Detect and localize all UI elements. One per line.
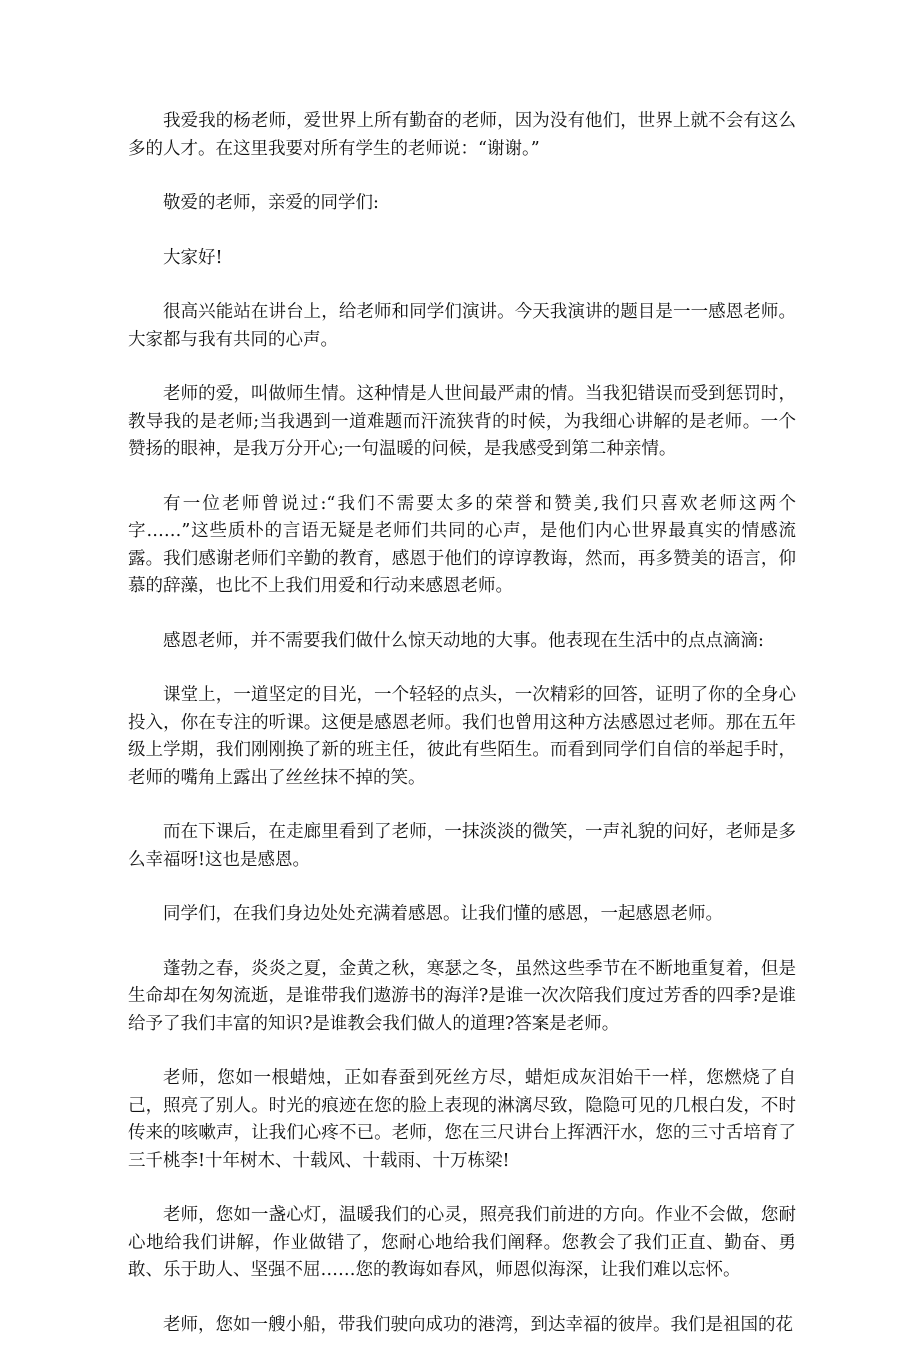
paragraph-5: 老师的爱，叫做师生情。这种情是人世间最严肃的情。当我犯错误而受到惩罚时，教导我的是老师;当我遇到一道难题而汗流狭背的时候，为我细心讲解的是老师。一个赞扬的眼神，是我万分开心;一句温暖的问候，是我感受到第二种亲情。 <box>128 384 796 459</box>
paragraph-12: 老师，您如一根蜡烛，正如春蚕到死丝方尽，蜡炬成灰泪始干一样，您燃烧了自己，照亮了别人。时光的痕迹在您的脸上表现的淋漓尽致，隐隐可见的几根白发，不时传来的咳嗽声，让我们心疼不已。老师，您在三尺讲台上挥洒汗水，您的三寸舌培育了三千桃李!十年树木、十载风、十载雨、十万栋梁! <box>128 1068 796 1171</box>
paragraph-10: 同学们，在我们身边处处充满着感恩。让我们懂的感恩，一起感恩老师。 <box>163 904 723 924</box>
paragraph-9: 而在下课后，在走廊里看到了老师，一抹淡淡的微笑，一声礼貌的问好，老师是多么幸福呀!这也是感恩。 <box>128 822 796 870</box>
paragraph-14: 老师，您如一艘小船，带我们驶向成功的港湾，到达幸福的彼岸。我们是祖国的花 <box>163 1314 793 1335</box>
paragraph-2: 敬爱的老师，亲爱的同学们: <box>163 193 379 213</box>
paragraph-1: 我爱我的杨老师，爱世界上所有勤奋的老师，因为没有他们，世界上就不会有这么多的人才。在这里我要对所有学生的老师说：“谢谢。” <box>128 111 796 159</box>
paragraph-3: 大家好! <box>163 247 223 268</box>
paragraph-11: 蓬勃之春，炎炎之夏，金黄之秋，寒瑟之冬，虽然这些季节在不断地重复着，但是生命却在匆匆流逝，是谁带我们遨游书的海洋?是谁一次次陪我们度过芳香的四季?是谁给予了我们丰富的知识?是谁教会我们做人的道理?答案是老师。 <box>128 958 796 1034</box>
paragraph-4: 很高兴能站在讲台上，给老师和同学们演讲。今天我演讲的题目是一一感恩老师。大家都与我有共同的心声。 <box>128 302 796 350</box>
paragraph-7: 感恩老师，并不需要我们做什么惊天动地的大事。他表现在生活中的点点滴滴: <box>163 630 764 651</box>
paragraph-8: 课堂上，一道坚定的目光，一个轻轻的点头，一次精彩的回答，证明了你的全身心投入，你在专注的听课。这便是感恩老师。我们也曾用这种方法感恩过老师。那在五年级上学期，我们刚刚换了新的班主任，彼此有些陌生。而看到同学们自信的举起手时，老师的嘴角上露出了丝丝抹不掉的笑。 <box>128 685 796 788</box>
document-body <box>128 108 796 1366</box>
paragraph-6: 有一位老师曾说过:“我们不需要太多的荣誉和赞美,我们只喜欢老师这两个字……”这些质朴的言语无疑是老师们共同的心声，是他们内心世界最真实的情感流露。我们感谢老师们辛勤的教育，感恩于他们的谆谆教诲，然而，再多赞美的语言，仰慕的辞藻，也比不上我们用爱和行动来感恩老师。 <box>128 493 796 596</box>
paragraph-13: 老师，您如一盏心灯，温暖我们的心灵，照亮我们前进的方向。作业不会做，您耐心地给我们讲解，作业做错了，您耐心地给我们阐释。您教会了我们正直、勤奋、勇敢、乐于助人、坚强不屈……您的教诲如春风，师恩似海深，让我们难以忘怀。 <box>128 1205 796 1280</box>
